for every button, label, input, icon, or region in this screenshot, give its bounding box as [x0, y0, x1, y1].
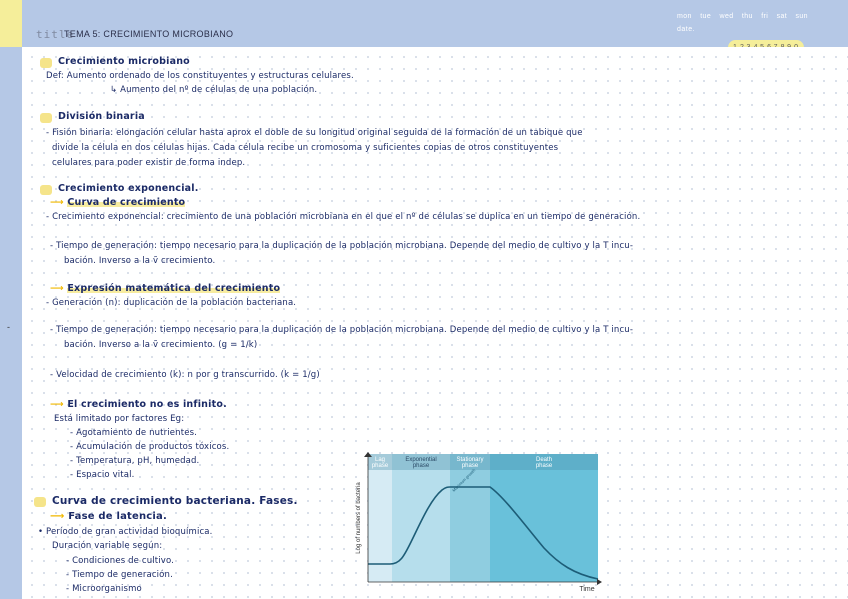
- list-item: - Espacio vital.: [70, 470, 135, 480]
- x-axis-arrow-icon: [597, 579, 602, 585]
- lag-phase-band: [368, 454, 392, 582]
- death-phase-band: [490, 454, 598, 582]
- title-label: title: [36, 28, 75, 41]
- note-line: - Tiempo de generación: tiempo necesario para la duplicación de la población microbiana. Depende del medio de cultivo y la T incu-: [50, 241, 634, 251]
- death-phase-label: Death: [535, 457, 553, 463]
- arrow-right-icon: ⟶: [50, 399, 68, 410]
- left-margin: [0, 47, 22, 599]
- date-label: date.: [677, 26, 696, 33]
- subheading: ⟶ El crecimiento no es infinito.: [50, 399, 227, 410]
- note-line: divide la célula en dos células hijas. Cada célula recibe un cromosoma y suficientes copias de otros constituyentes: [52, 143, 559, 153]
- section-heading: División binaria: [58, 111, 145, 122]
- margin-dash: -: [7, 322, 10, 332]
- exponential-phase-band: [392, 454, 450, 582]
- lag-phase-label: Lag: [374, 457, 386, 463]
- death-phase-label: phase: [535, 463, 553, 469]
- day-wed: wed: [719, 13, 734, 20]
- section-heading: Crecimiento microbiano: [58, 56, 190, 67]
- day-tue: tue: [700, 13, 712, 20]
- yellow-tab: [0, 0, 22, 47]
- arrow-right-icon: ⟶: [50, 197, 68, 208]
- stationary-phase-label: Stationary: [456, 457, 484, 463]
- note-line: - Tiempo de generación: tiempo necesario para la duplicación de la población microbiana. Depende del medio de cultivo y la T incu-: [50, 325, 634, 335]
- day-sat: sat: [776, 13, 788, 20]
- note-line: celulares para poder existir de forma indep.: [52, 158, 246, 168]
- exponential-phase-label: Exponential: [405, 457, 437, 463]
- note-line: Duración variable según:: [52, 541, 163, 551]
- list-item: - Condiciones de cultivo.: [66, 556, 175, 566]
- day-fri: fri: [761, 13, 769, 20]
- section-marker: [40, 185, 52, 195]
- list-item: - Acumulación de productos tóxicos.: [70, 442, 230, 452]
- section-marker: [34, 497, 46, 507]
- note-line: - Crecimiento exponencial: crecimiento de una población microbiana en el que el nº de células se duplica en un tiempo de generación.: [46, 212, 641, 222]
- header-bar: [0, 0, 848, 47]
- arrow-right-icon: ⟶: [50, 511, 69, 522]
- page-title: TEMA 5: CRECIMIENTO MICROBIANO: [64, 29, 234, 39]
- weekday-row: [677, 13, 814, 20]
- stationary-phase-label: phase: [461, 463, 479, 469]
- day-sun: sun: [795, 13, 808, 20]
- exponential-phase-label: phase: [412, 463, 430, 469]
- list-item: - Tiempo de generación.: [66, 570, 173, 580]
- note-line: Def: Aumento ordenado de los constituyentes y estructuras celulares.: [46, 71, 354, 81]
- section-marker: [40, 113, 52, 123]
- note-line: ↳ Aumento del nº de células de una población.: [110, 85, 318, 95]
- y-axis-label: Log of numbers of bacteria: [356, 482, 362, 554]
- day-mon: mon: [677, 13, 692, 20]
- arrow-right-icon: ⟶: [50, 283, 68, 294]
- note-line: • Período de gran actividad bioquímica.: [38, 527, 213, 537]
- subheading: ⟶ Expresión matemática del crecimiento: [50, 283, 281, 294]
- lag-phase-label: phase: [371, 463, 389, 469]
- list-item: - Microorganismo: [66, 584, 142, 594]
- note-line: - Fisión binaria: elongación celular hasta aprox el doble de su longitud original seguida de la formación de un tabique que: [46, 128, 583, 138]
- section-heading: Crecimiento exponencial.: [58, 183, 199, 194]
- note-line: bación. Inverso a la ṽ crecimiento.: [64, 256, 216, 266]
- note-line: bación. Inverso a la ṽ crecimiento. (g = 1/k): [64, 340, 258, 350]
- max-growth-annotation: Maximum growth: [451, 467, 477, 493]
- subheading: ⟶ Curva de crecimiento: [50, 197, 186, 208]
- note-line: - Velocidad de crecimiento (k): n por g transcurrido. (k = 1/g): [50, 370, 320, 380]
- note-line: Está limitado por factores Eg:: [54, 414, 185, 424]
- note-line: - Generación (n): duplicación de la población bacteriana.: [46, 298, 297, 308]
- subheading: ⟶ Fase de latencia.: [50, 511, 168, 522]
- x-axis-label: Time: [579, 586, 595, 593]
- list-item: - Agotamiento de nutrientes.: [70, 428, 198, 438]
- list-item: - Temperatura, pH, humedad.: [70, 456, 200, 466]
- section-marker: [40, 58, 52, 68]
- section-heading: Curva de crecimiento bacteriana. Fases.: [52, 495, 298, 507]
- growth-curve-figure: [354, 452, 604, 594]
- day-thu: thu: [741, 13, 753, 20]
